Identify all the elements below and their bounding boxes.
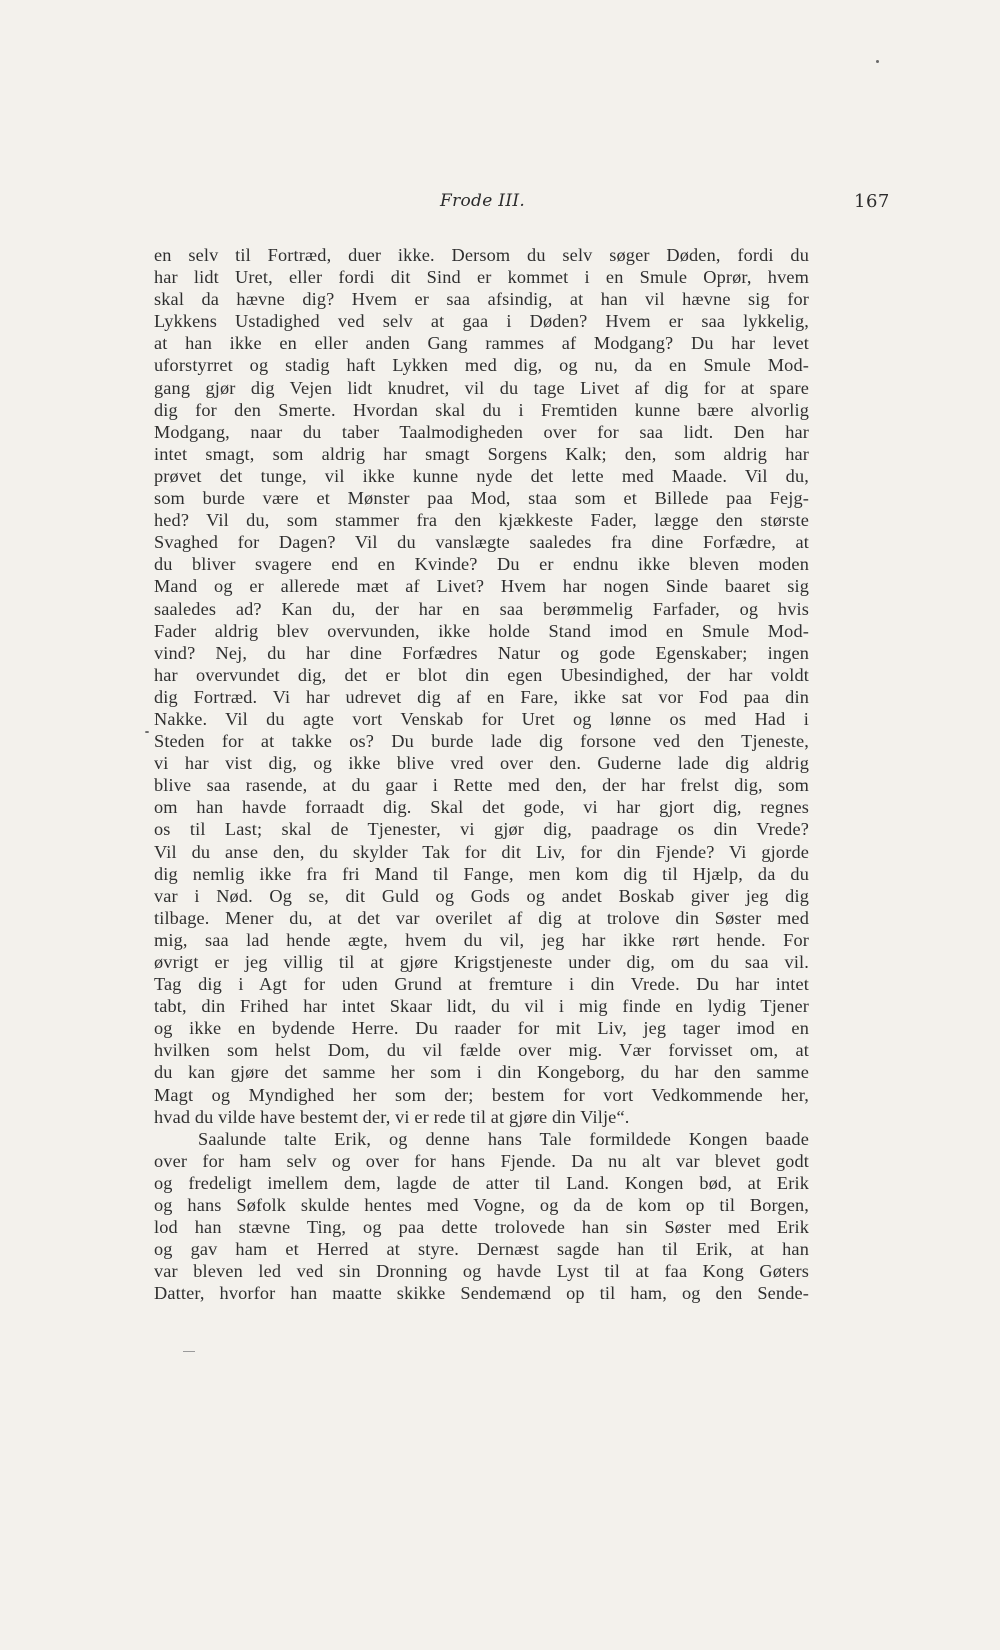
text-line: saaledes ad? Kan du, der har en saa berømmelig Farfader, og hvis xyxy=(154,598,809,619)
text-line: skal da hævne dig? Hvem er saa afsindig, at han vil hævne sig for xyxy=(154,289,809,310)
paragraph-start-line: Saalunde talte Erik, og denne hans Tale formildede Kongen baade xyxy=(198,1128,809,1149)
running-title: Frode III. xyxy=(440,191,526,211)
text-line: var i Nød. Og se, dit Guld og Gods og andet Boskab giver jeg dig xyxy=(154,885,809,906)
text-line: tilbage. Mener du, at det var overilet af dig at trolove din Søster med xyxy=(154,907,809,928)
text-line: og fredeligt imellem dem, lagde de atter til Land. Kongen bød, at Erik xyxy=(154,1172,809,1193)
text-line: gang gjør dig Vejen lidt knudret, vil du tage Livet af dig for at spare xyxy=(154,377,809,398)
text-line: hvad du vilde have bestemt der, vi er rede til at gjøre din Vilje“. xyxy=(154,1106,630,1127)
text-line: os til Last; skal de Tjenester, vi gjør dig, paadrage os din Vrede? xyxy=(154,819,809,840)
text-line: dig Fortræd. Vi har udrevet dig af en Fare, ikke sat vor Fod paa din xyxy=(154,686,809,707)
paper-scratch xyxy=(183,1351,195,1352)
text-line: blive saa rasende, at du gaar i Rette med den, der har frelst dig, som xyxy=(154,775,809,796)
text-line: dig nemlig ikke fra fri Mand til Fange, men kom dig til Hjælp, da du xyxy=(154,863,809,884)
text-line: hvilken som helst Dom, du vil fælde over mig. Vær forvisset om, at xyxy=(154,1040,809,1061)
text-line: hed? Vil du, som stammer fra den kjækkeste Fader, lægge den største xyxy=(154,510,809,531)
text-line: du bliver svagere end en Kvinde? Du er endnu ikke bleven moden xyxy=(154,554,809,575)
text-line: Steden for at takke os? Du burde lade dig forsone ved den Tjeneste, xyxy=(154,731,809,752)
text-line: har overvundet dig, det er blot din egen Ubesindighed, der har voldt xyxy=(154,664,809,685)
text-line: Datter, hvorfor han maatte skikke Sendemænd op til ham, og den Sende- xyxy=(154,1283,809,1304)
text-line: intet smagt, som aldrig har smagt Sorgens Kalk; den, som aldrig har xyxy=(154,443,809,464)
text-line: at han ikke en eller anden Gang rammes af Modgang? Du har levet xyxy=(154,333,809,354)
text-line: og gav ham et Herred at styre. Dernæst sagde han til Erik, at han xyxy=(154,1239,809,1260)
text-line: øvrigt er jeg villig til at gjøre Krigstjeneste under dig, om du saa vil. xyxy=(154,952,809,972)
text-line: Svaghed for Dagen? Vil du vanslægte saaledes fra dine Forfædre, at xyxy=(154,532,809,553)
text-line: Vil du anse den, du skylder Tak for dit Liv, for din Fjende? Vi gjorde xyxy=(154,841,809,862)
text-line: og ikke en bydende Herre. Du raader for mit Liv, jeg tager imod en xyxy=(154,1018,809,1039)
text-line: Fader aldrig blev overvunden, ikke holde Stand imod en Smule Mod- xyxy=(154,620,809,641)
text-line: vind? Nej, du har dine Forfædres Natur og gode Egenskaber; ingen xyxy=(154,642,809,663)
body-text xyxy=(154,244,809,1305)
text-line: tabt, din Frihed har intet Skaar lidt, du vil i mig finde en lydig Tjener xyxy=(154,996,809,1017)
text-line: vi har vist dig, og ikke blive vred over den. Guderne lade dig aldrig xyxy=(154,753,809,774)
text-line: var bleven led ved sin Dronning og havde Lyst til at faa Kong Gøters xyxy=(154,1261,809,1282)
paper-speck xyxy=(876,60,879,63)
text-line: dig for den Smerte. Hvordan skal du i Fremtiden kunne bære alvorlig xyxy=(154,399,809,420)
text-line: Modgang, naar du taber Taalmodigheden over for saa lidt. Den har xyxy=(154,421,809,442)
text-line: over for ham selv og over for hans Fjende. Da nu alt var blevet godt xyxy=(154,1150,809,1171)
paper-speck xyxy=(145,731,149,733)
text-line: Nakke. Vil du agte vort Venskab for Uret og lønne os med Had i xyxy=(154,708,809,729)
text-line: mig, saa lad hende ægte, hvem du vil, jeg har ikke rørt hende. For xyxy=(154,929,809,950)
page-number: 167 xyxy=(854,191,890,212)
text-line: Magt og Myndighed her som der; bestem for vort Vedkommende her, xyxy=(154,1084,809,1105)
text-line: som burde være et Mønster paa Mod, staa som et Billede paa Fejg- xyxy=(154,488,809,509)
text-line: uforstyrret og stadig haft Lykken med dig, og nu, da en Smule Mod- xyxy=(154,355,809,376)
running-head xyxy=(0,191,1000,217)
text-line: lod han stævne Ting, og paa dette trolovede han sin Søster med Erik xyxy=(154,1217,809,1238)
text-line: Mand og er allerede mæt af Livet? Hvem har nogen Sinde baaret sig xyxy=(154,576,809,597)
text-line: har lidt Uret, eller fordi dit Sind er kommet i en Smule Oprør, hvem xyxy=(154,267,809,288)
text-line: prøvet det tunge, vil ikke kunne nyde det lette med Maade. Vil du, xyxy=(154,465,809,486)
text-line: om han havde forraadt dig. Skal det gode, vi har gjort dig, regnes xyxy=(154,797,809,818)
text-line: du kan gjøre det samme her som i din Kongeborg, du har den samme xyxy=(154,1062,809,1083)
text-line: Lykkens Ustadighed ved selv at gaa i Døden? Hvem er saa lykkelig, xyxy=(154,311,809,332)
text-line: Tag dig i Agt for uden Grund at fremture i din Vrede. Du har intet xyxy=(154,974,809,995)
text-line: og hans Søfolk skulde hentes med Vogne, og da de kom op til Borgen, xyxy=(154,1195,809,1216)
text-line: en selv til Fortræd, duer ikke. Dersom du selv søger Døden, fordi du xyxy=(154,245,809,265)
